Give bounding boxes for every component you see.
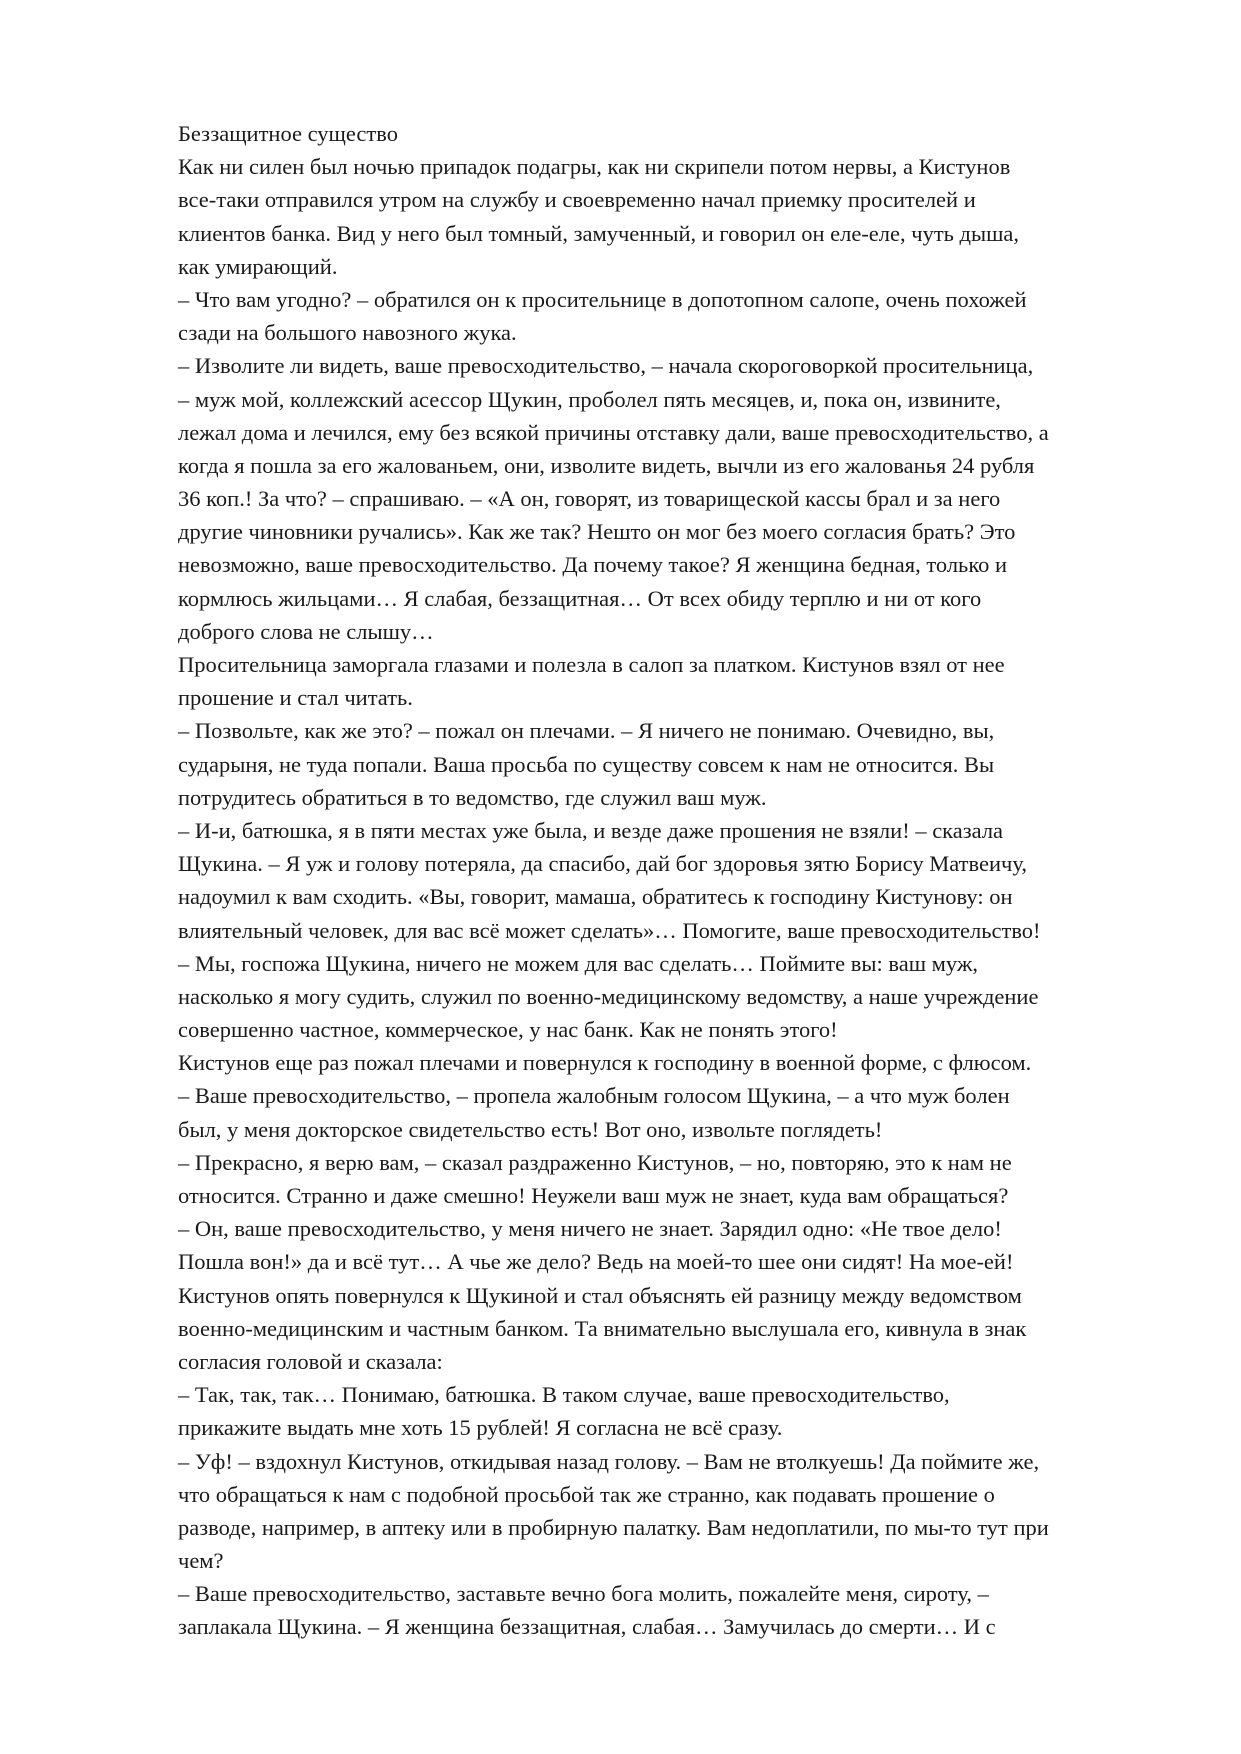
- text-line: невозможно, ваше превосходительство. Да почему такое? Я женщина бедная, только и: [178, 552, 1008, 578]
- text-line: – Мы, госпожа Щукина, ничего не можем для вас сделать… Поймите вы: ваш муж,: [178, 950, 979, 976]
- text-line: надоумил к вам сходить. «Вы, говорит, мамаша, обратитесь к господину Кистунову: он: [178, 884, 1013, 910]
- text-line: клиентов банка. Вид у него был томный, замученный, и говорил он еле-еле, чуть дыша,: [178, 220, 1020, 246]
- text-line: совершенно частное, коммерческое, у нас банк. Как не понять этого!: [178, 1017, 838, 1043]
- text-line: чем?: [178, 1548, 224, 1574]
- text-line: – Что вам угодно? – обратился он к просительнице в допотопном салопе, очень похожей: [178, 286, 1027, 312]
- text-line: потрудитесь обратиться в то ведомство, где служил ваш муж.: [178, 784, 767, 810]
- text-line: все-таки отправился утром на службу и своевременно начал приемку просителей и: [178, 187, 976, 213]
- text-line: 36 коп.! За что? – спрашиваю. – «А он, говорят, из товарищеской кассы брал и за него: [178, 486, 1001, 512]
- text-line: – Ваше превосходительство, заставьте вечно бога молить, пожалейте меня, сироту, –: [178, 1581, 989, 1607]
- text-line: заплакала Щукина. – Я женщина беззащитная, слабая… Замучилась до смерти… И с: [178, 1614, 996, 1640]
- text-line: разводе, например, в аптеку или в пробирную палатку. Вам недоплатили, по мы-то тут при: [178, 1514, 1049, 1540]
- text-line: – Ваше превосходительство, – пропела жалобным голосом Щукина, – а что муж болен: [178, 1083, 1010, 1109]
- text-line: – Он, ваше превосходительство, у меня ничего не знает. Зарядил одно: «Не твое дело!: [178, 1216, 1002, 1242]
- text-line: что обращаться к нам с подобной просьбой так же странно, как подавать прошение о: [178, 1481, 995, 1507]
- text-line: Как ни силен был ночью припадок подагры, как ни скрипели потом нервы, а Кистунов: [178, 154, 1011, 180]
- text-line: прикажите выдать мне хоть 15 рублей! Я согласна не всё сразу.: [178, 1415, 783, 1441]
- document-title: Беззащитное существо: [178, 121, 398, 146]
- text-line: другие чиновники ручались». Как же так? Нешто он мог без моего согласия брать? Это: [178, 519, 1016, 545]
- text-line: когда я пошла за его жалованьем, они, изволите видеть, вычли из его жалованья 24 рубля: [178, 452, 1035, 478]
- text-line: – Позвольте, как же это? – пожал он плечами. – Я ничего не понимаю. Очевидно, вы,: [178, 718, 995, 744]
- text-line: – И-и, батюшка, я в пяти местах уже была, и везде даже прошения не взяли! – сказала: [178, 817, 1004, 843]
- text-line: – Уф! – вздохнул Кистунов, откидывая назад голову. – Вам не втолкуешь! Да поймите же,: [178, 1448, 1040, 1474]
- text-line: военно-медицинским и частным банком. Та внимательно выслушала его, кивнула в знак: [178, 1315, 1027, 1341]
- text-line: – Так, так, так… Понимаю, батюшка. В таком случае, ваше превосходительство,: [178, 1382, 950, 1408]
- text-line: Кистунов еще раз пожал плечами и повернулся к господину в военной форме, с флюсом.: [178, 1050, 1032, 1076]
- text-line: был, у меня докторское свидетельство есть! Вот оно, извольте поглядеть!: [178, 1116, 883, 1142]
- text-line: согласия головой и сказала:: [178, 1348, 443, 1374]
- text-line: лежал дома и лечился, ему без всякой причины отставку дали, ваше превосходительство, а: [178, 419, 1049, 445]
- text-line: – муж мой, коллежский асессор Щукин, проболел пять месяцев, и, пока он, извините,: [178, 386, 1001, 412]
- document-body: [178, 117, 1178, 1644]
- text-line: сзади на большого навозного жука.: [178, 320, 517, 346]
- text-line: как умирающий.: [178, 253, 338, 279]
- text-line: Просительница заморгала глазами и полезла в салоп за платком. Кистунов взял от нее: [178, 652, 1005, 677]
- text-line: Пошла вон!» да и всё тут… А чье же дело? Ведь на моей-то шее они сидят! На мое-ей!: [178, 1249, 1014, 1275]
- text-line: Кистунов опять повернулся к Щукиной и стал объяснять ей разницу между ведомством: [178, 1282, 1022, 1308]
- text-line: насколько я могу судить, служил по военно-медицинскому ведомству, а наше учреждение: [178, 983, 1039, 1009]
- text-line: кормлюсь жильцами… Я слабая, беззащитная… От всех обиду терплю и ни от кого: [178, 585, 982, 611]
- text-line: – Прекрасно, я верю вам, – сказал раздраженно Кистунов, – но, повторяю, это к нам не: [178, 1149, 1012, 1175]
- text-line: Щукина. – Я уж и голову потеряла, да спасибо, дай бог здоровья зятю Борису Матвеичу,: [178, 851, 1027, 877]
- text-line: относится. Странно и даже смешно! Неужели ваш муж не знает, куда вам обращаться?: [178, 1183, 1009, 1208]
- text-line: прошение и стал читать.: [178, 685, 413, 711]
- text-line: сударыня, не туда попали. Ваша просьба по существу совсем к нам не относится. Вы: [178, 751, 995, 777]
- text-line: влиятельный человек, для вас всё может сделать»… Помогите, ваше превосходительство!: [178, 917, 1041, 943]
- text-line: – Изволите ли видеть, ваше превосходительство, – начала скороговоркой просительница,: [178, 353, 1034, 379]
- text-line: доброго слова не слышу…: [178, 618, 434, 644]
